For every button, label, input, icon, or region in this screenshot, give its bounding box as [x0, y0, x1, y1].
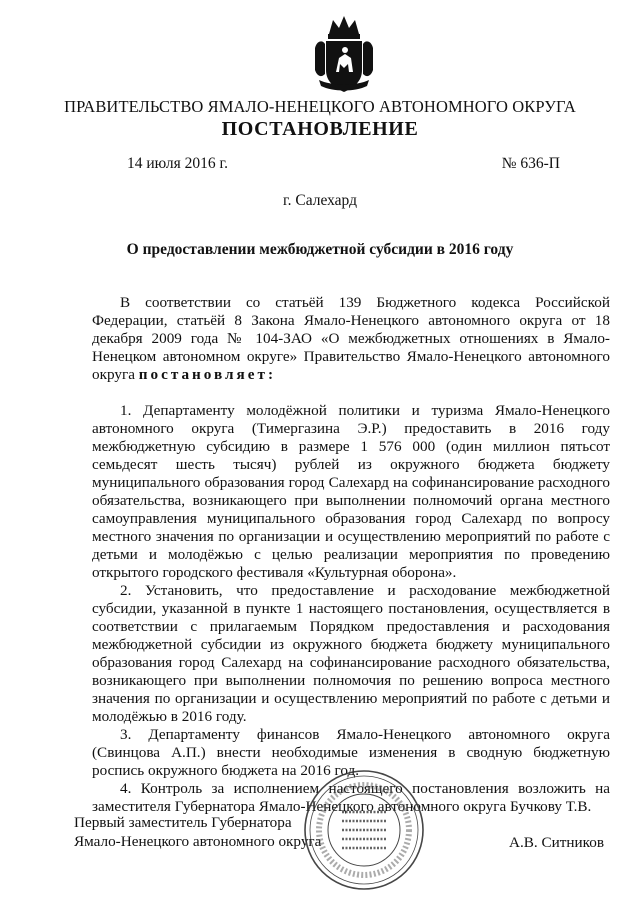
signatory-name: А.В. Ситников — [509, 834, 605, 851]
preamble-text: В соответствии со статьёй 139 Бюджетного кодекса Российской Федерации, статьёй 8 Закона Ямало-Ненецкого автономного округа от 18 декабря 2009 года № 104-ЗАО «О межбюджетных отношениях в Ямало-Ненецком автономном округе» Правительство Ямало-Ненецкого автономного округа — [92, 294, 610, 383]
signatory-position-line-1: Первый заместитель Губернатора — [74, 814, 292, 831]
clause-2: 2. Установить, что предоставление и расходование межбюджетной субсидии, указанной в пункте 1 настоящего постановления, осуществляется в соответствии с прилагаемым Порядком предоставления и расходования межбюджетной субсидии из окружного бюджета бюджету муниципального образования город Салехард на софинансирование расходного обязательства, возникающего при выполнении полномочия по решению вопроса местного значения по организации и осуществлению мероприятий по работе с детьми и молодёжью в 2016 году. — [92, 582, 610, 725]
clause-4: 4. Контроль за исполнением настоящего постановления возложить на заместителя Губернатора Ямало-Ненецкого автономного округа Бучкову Т.В. — [92, 780, 610, 815]
preamble-paragraph — [92, 294, 610, 384]
document-number: № 636-П — [501, 155, 560, 172]
organization-title: ПРАВИТЕЛЬСТВО ЯМАЛО-НЕНЕЦКОГО АВТОНОМНОГО ОКРУГА — [64, 97, 576, 116]
document-city: г. Салехард — [283, 192, 357, 209]
document-type-title: ПОСТАНОВЛЕНИЕ — [221, 118, 419, 140]
clause-3: 3. Департаменту финансов Ямало-Ненецкого автономного округа (Свинцова А.П.) внести необходимые изменения в сводную бюджетную роспись окружного бюджета на 2016 год. — [92, 726, 610, 779]
decree-word: постановляет: — [138, 366, 277, 383]
signatory-position-line-2: Ямало-Ненецкого автономного округа — [74, 833, 322, 850]
document-subject: О предоставлении межбюджетной субсидии в 2016 году — [126, 241, 514, 258]
coat-of-arms-emblem — [311, 14, 377, 96]
signatory-position — [74, 813, 321, 851]
document-body — [92, 294, 610, 816]
official-seal-stamp — [302, 768, 426, 892]
document-date: 14 июля 2016 г. — [127, 155, 228, 172]
clause-1: 1. Департаменту молодёжной политики и туризма Ямало-Ненецкого автономного округа (Тимергазина Э.Р.) предоставить в 2016 году межбюджетную субсидию в размере 1 576 000 (один миллион пятьсот семьдесят шесть тысяч) рублей из окружного бюджета бюджету муниципального образования город Салехард на софинансирование расходного обязательства, возникающего при выполнении полномочий органа местного самоуправления муниципального образования город Салехард по вопросу местного значения по организации и осуществлению мероприятий по работе с детьми и молодёжью с целью реализации мероприятия по проведению открытого городского фестиваля «Культурная оборона». — [92, 402, 610, 581]
